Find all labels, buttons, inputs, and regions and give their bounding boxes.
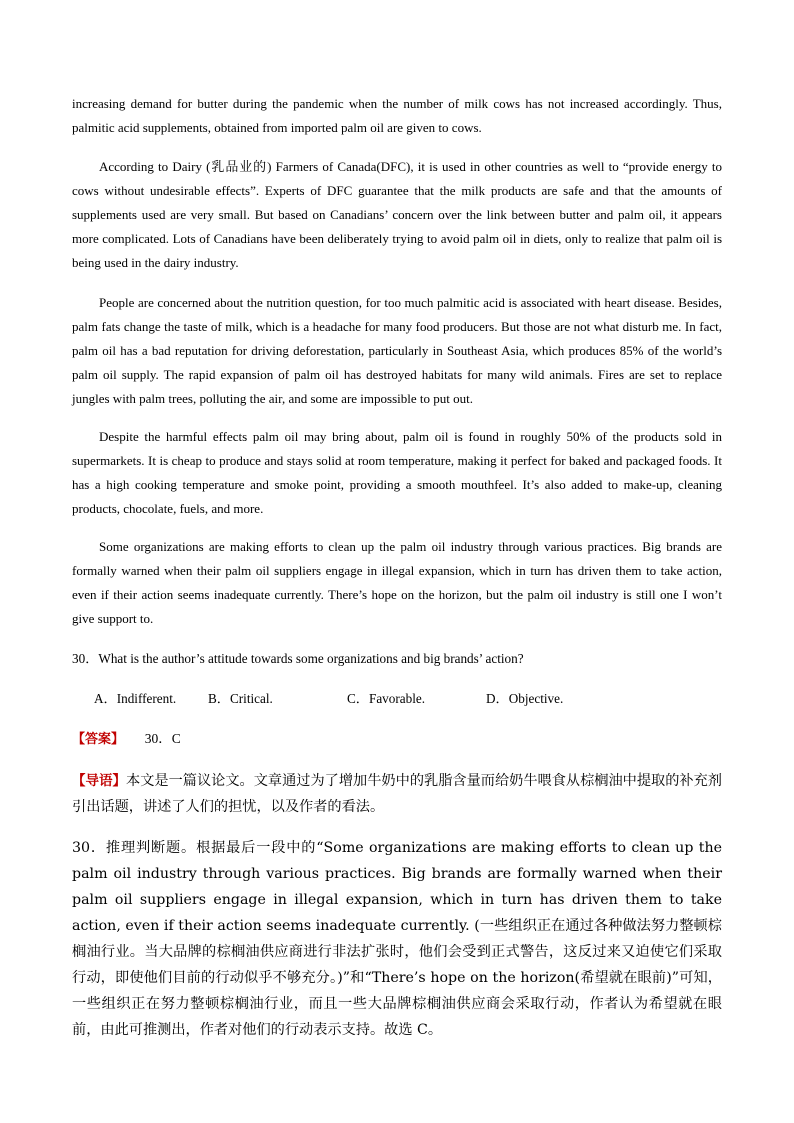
passage-paragraph-3: Despite the harmful effects palm oil may bring about, palm oil is found in roughly 50% of the products sold in supermarkets. It is cheap to produce and stays solid at room temperature, making it perfect for baked and packaged foods. It has a high cooking temperature and smoke point, providing a smooth mouthfeel. It’s also added to make-up, cleaning products, chocolate, fuels, and more. [72, 429, 722, 516]
analysis-paragraph: 30．推理判断题。根据最后一段中的“Some organizations are making efforts to clean up the palm oil industry through various practices. Big brands are formally warned when their palm oil suppliers engage in illegal expansion, which in turn has driven them to take action, even if their action seems inadequate currently. (一些组织正在通过各种做法努力整顿棕榈油行业。当大品牌的棕榈油供应商进行非法扩张时，他们会受到正式警告，这反过来又迫使它们采取行动，即使他们目前的行动似乎不够充分。)”和“There’s hope on the horizon(希望就在眼前)”可知，一些组织正在努力整顿棕榈油行业，而且一些大品牌棕榈油供应商会采取行动，作者认为希望就在眼前，由此可推测出，作者对他们的行动表示支持。故选 C。 [72, 840, 722, 1038]
passage-paragraph-0: increasing demand for butter during the pandemic when the number of milk cows has not increased accordingly. Thus, palmitic acid supplements, obtained from imported palm oil are given to cows. [72, 96, 722, 135]
answer-line [72, 727, 181, 752]
question-30: 30．What is the author’s attitude towards some organizations and big brands’ action? [72, 651, 524, 666]
passage-paragraph-2: People are concerned about the nutrition question, for too much palmitic acid is associated with heart disease. Besides, palm fats change the taste of milk, which is a headache for many food producers. But those are not what disturb me. In fact, palm oil has a bad reputation for driving deforestation, particularly in Southeast Asia, which produces 85% of the world’s palm oil supply. The rapid expansion of palm oil has destroyed habitats for many wild animals. Fires are set to replace jungles with palm trees, polluting the air, and some are impossible to put out. [72, 295, 722, 406]
passage-paragraph-4: Some organizations are making efforts to clean up the palm oil industry through various practices. Big brands are formally warned when their palm oil suppliers engage in illegal expansion, which in turn has driven them to take action, even if their action seems inadequate currently. There’s hope on the horizon, but the palm oil industry is still one I won’t give support to. [72, 539, 722, 626]
answer-label: 【答案】 [72, 732, 125, 747]
option-b: B．Critical. [208, 691, 273, 706]
guide-text: 本文是一篇议论文。文章通过为了增加牛奶中的乳脂含量而给奶牛喂食从棕榈油中提取的补充剂引出话题，讲述了人们的担忧，以及作者的看法。 [72, 773, 722, 815]
option-d: D．Objective. [486, 691, 564, 706]
answer-value: 30．C [144, 731, 181, 746]
option-a: A．Indifferent. [94, 691, 177, 706]
guide-label: 【导语】 [72, 773, 127, 789]
passage-paragraph-1: According to Dairy (乳品业的) Farmers of Canada(DFC), it is used in other countries as well to “provide energy to cows without undesirable effects”. Experts of DFC guarantee that the milk products are safe and that the amounts of supplements used are very small. But based on Canadians’ concern over the link between butter and palm oil, it appears more complicated. Lots of Canadians have been deliberately trying to avoid palm oil in diets, only to realize that palm oil is being used in the dairy industry. [72, 159, 722, 270]
guide-paragraph [72, 768, 722, 820]
option-c: C．Favorable. [347, 691, 426, 706]
